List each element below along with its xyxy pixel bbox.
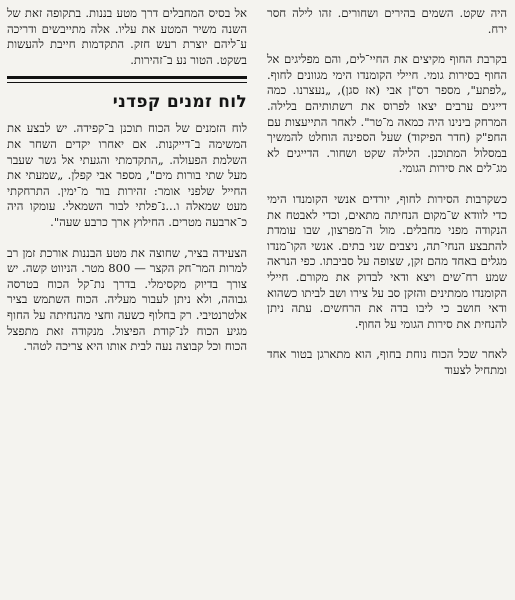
paragraph-gap [267,37,507,52]
article-paragraph: אל בסיס המחבלים דרך מטע בננות. בתקופה זאת של השנה משיר המטע את עליו. אלה מתייבשים ודריכה ע־ליהם יוצרת רעש חזק. התקדמות חייבת להעשות בשקט. הטור נע ב־זהירות. [7,6,247,67]
paragraph-gap [267,177,507,192]
section-headline: לוח זמנים קפדני [112,92,247,113]
article-paragraph: היה שקט. השמים בהירים ושחורים. זהו לילה חסר ירח. [267,6,507,36]
paragraph-gap [267,332,507,347]
article-column-left [7,6,247,596]
article-paragraph: לוח הזמנים של הכוח תוכנן ב־קפידה. יש לבצע את המשימה ב־דייקנות. אם יאחרו יקדים השחר את השלמת הפעולה. „התקדמתי והגעתי אל גשר שעבר מעל שתי בורות מים", מספר אבי קפלן. „שמעתי את החייל שלפני אומר: זהירות בור מ־ימין. התרחקתי מעט שמאלה ו...נ־פלתי לבור השמאלי. עומקו היה כ־ארבעה מטרים. החילוץ ארך כרבע שעה". [7,121,247,229]
article-paragraph: בקרבת החוף מקיצים את החיי־לים, והם מפליגים אל החוף בסירות גומי. חיילי הקומנדו הימי מגוונים לחוף. „לפתע", מספר רס"ן אבי (אז סגן), „נעצרנו. כמה דייגים ערבים יצאו לפרוס את רשתותיהם בלילה. המרחק בינינו היה כמאה מ־טר". לאחר התייעצות עם החפ"ק (חדר הפיקוד) שעל הספינה הוחלט להמשיך במסלול המתוכנן. הלילה שקט ושחור. הדייגים לא מג־לים את סירות הגומי. [267,52,507,176]
section-divider [7,76,247,79]
section-divider-thin [7,82,247,83]
article-paragraph: כשקרבות הסירות לחוף, יורדים אנשי הקומנדו הימי כדי לוודא ש־מקום הנחיתה מתאים, וכדי לאבטח את הנקודה מפני מחבלים. מול ה־מפרצון, שבו עומדת להתבצע הנחי־תה, ניצבים שני בתים. אנשי הקו־מנדו מגלים באחד מהם זקן, שצופה על סביבתו. כפי הנראה שמע רח־שים ויצא ודאי לבדוק את מקורם. חיילי הקומנדו ממתינים והזקן סב על צירו ושב לביתו כשהוא ודאי חושב כי ליבו בדה את הרחשים. עתה ניתן להנחית את סירות הגומי על החוף. [267,191,507,331]
article-paragraph: לאחר שכל הכוח נוחת בחוף, הוא מתארגן בטור אחד ומתחיל לצעוד [267,347,507,377]
paragraph-gap [7,231,247,246]
article-column-right [267,6,507,596]
article-paragraph: הצעידה בציר, שחוצה את מטע הבננות אורכת זמן רב למרות המר־חק הקצר — 800 מטר. הניווט קשה. יש צורך בדיוק מקסימלי. בדרך נת־קל הכוח בטרסה גבוהה, ולא ניתן לעבור מעליה. הכוח השתמש בציר אלטרנטיבי. רק בחלוף כשעה וחצי מהנחיתה על החוף מגיע הכוח לנ־קודת הפיצול. מנקודה זאת מתפצל הכוח וכל קבוצה נעה לבית אותו היא צריכה לטהר. [7,245,247,354]
